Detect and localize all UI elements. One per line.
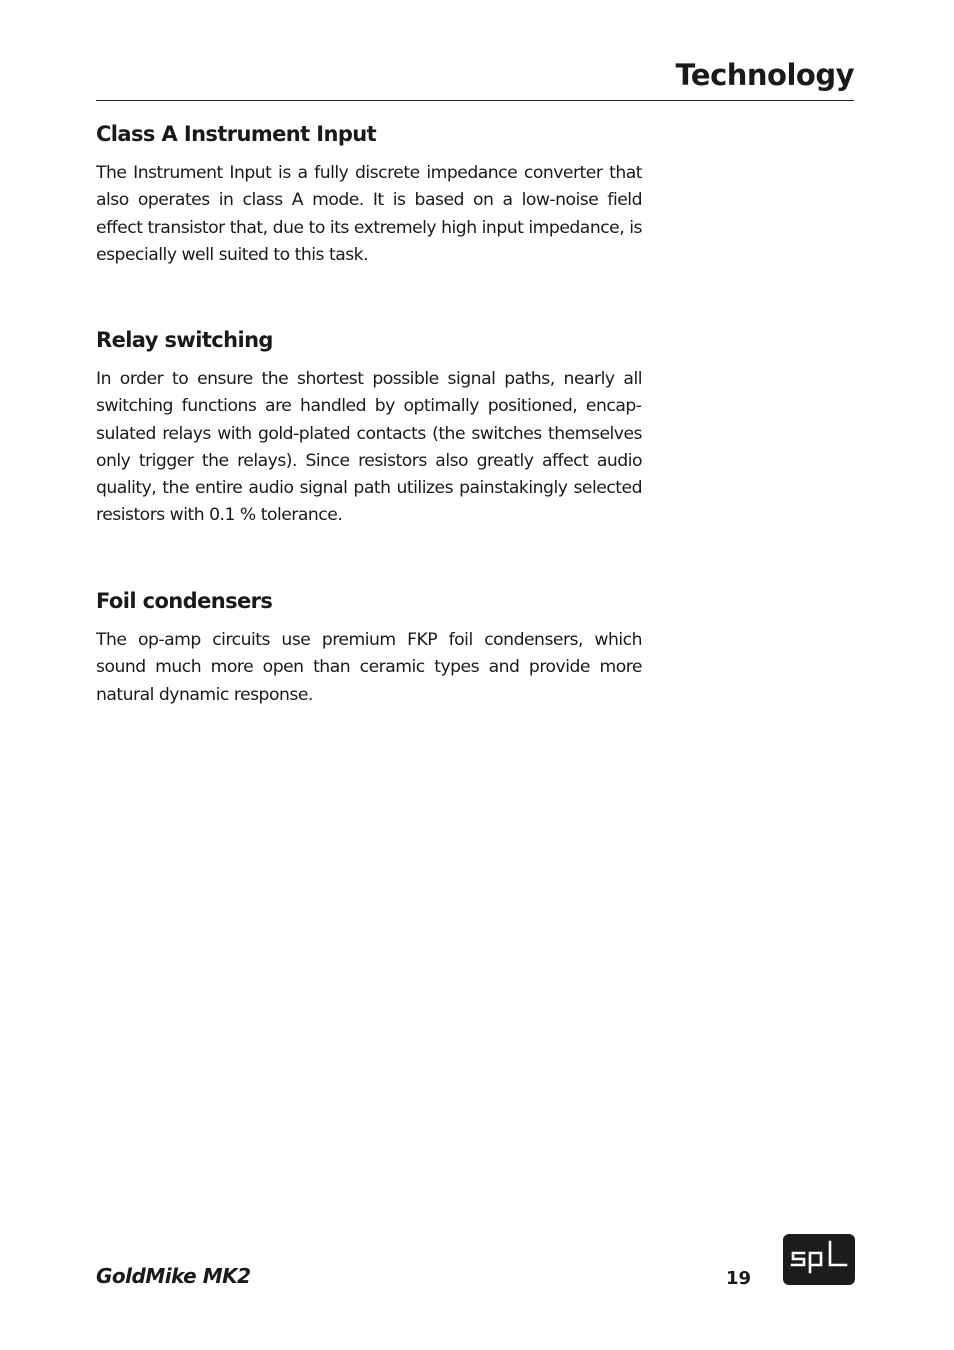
section-heading: Class A Instrument Input [96, 122, 377, 146]
section-heading: Relay switching [96, 328, 273, 352]
page-number: 19 [726, 1268, 752, 1289]
section-body: The op-amp circuits use premium FKP foil condensers, which sound much more open than ceramic types and provide more natural dynamic response. [96, 630, 642, 705]
spl-logo-icon [783, 1234, 855, 1285]
footer-product-name: GoldMike MK2 [96, 1264, 251, 1288]
section-relay-switching [96, 326, 642, 530]
section-foil-condensers [96, 587, 642, 709]
section-body: In order to ensure the shortest possible signal paths, nearly all switching functions are handled by optimally positioned, encapsulated relays with gold-plated contacts (the switches themselves only trigger the relays). Since resistors also greatly affect audio quality, the entire audio signal path utilizes painstakingly selected resistors with 0.1 % tolerance. [96, 369, 642, 526]
section-heading: Foil condensers [96, 589, 273, 613]
header-divider [96, 100, 854, 101]
section-body: The Instrument Input is a fully discrete impedance converter that also operates in class A mode. It is based on a low-noise field effect transistor that, due to its extremely high input impedance, is especially well suited to this task. [96, 163, 642, 265]
page-title: Technology [675, 58, 854, 92]
section-class-a-instrument-input [96, 120, 642, 269]
